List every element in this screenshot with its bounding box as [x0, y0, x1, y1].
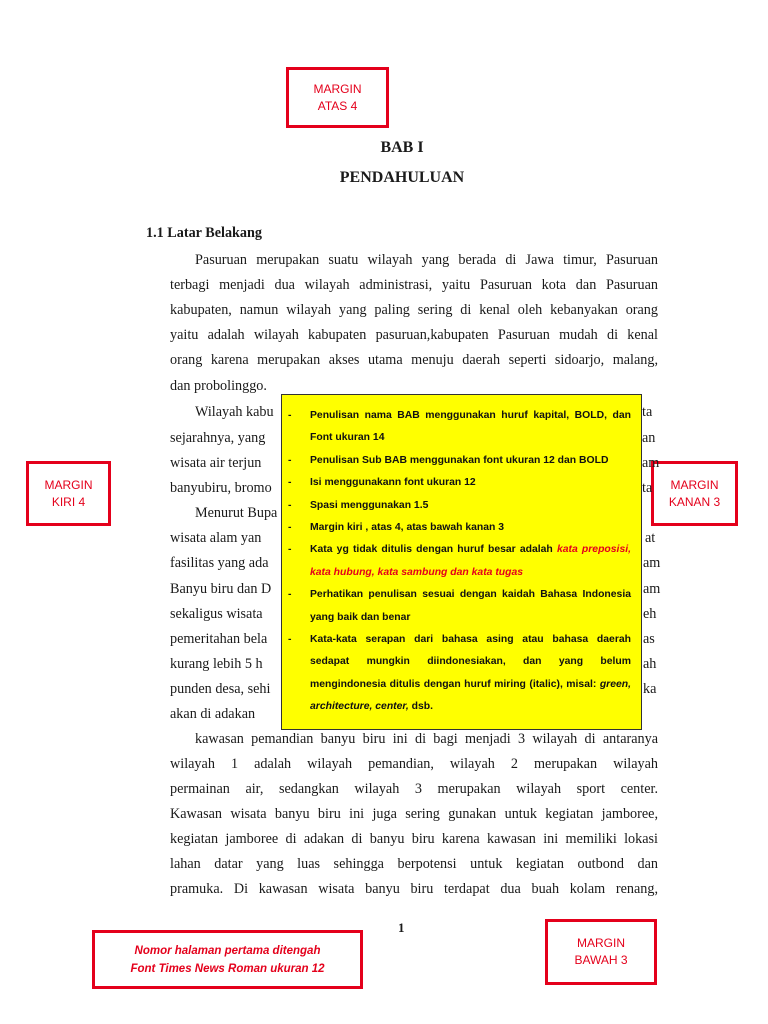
note-item: - Perhatikan penulisan sesuai dengan kaidah Bahasa Indonesia yang baik dan benar [286, 584, 631, 629]
note-item: - Spasi menggunakan 1.5 [286, 495, 631, 517]
page-number-note-line1: Nomor halaman pertama ditengah [134, 944, 321, 957]
body-line: punden desa, sehi [170, 681, 271, 697]
body-line: pemeritahan bela [170, 631, 268, 647]
section-heading: 1.1 Latar Belakang [146, 225, 263, 241]
fragment-right: am [642, 455, 660, 471]
body-line: banyubiru, bromo [170, 480, 272, 496]
fragment-right: eh [643, 606, 657, 622]
body-line: akan di adakan [170, 706, 256, 722]
chapter-label: BAB I [380, 139, 424, 156]
margin-left-line1: MARGIN [44, 477, 93, 492]
fragment-right: ka [643, 681, 657, 697]
fragment-right: am [643, 555, 661, 571]
page-number-note-line2: Font Times News Roman ukuran 12 [130, 962, 325, 975]
fragment-right: as [643, 631, 655, 647]
margin-top-note [286, 67, 389, 128]
margin-bottom-line1: MARGIN [577, 936, 625, 950]
note-item-serapan [286, 629, 631, 719]
body-line: fasilitas yang ada [170, 555, 269, 571]
fragment-right: ta [642, 480, 653, 496]
margin-right-line2: KANAN 3 [668, 494, 721, 509]
body-line: lahan datar yang luas sehingga berpotensi untuk kegiatan outbond dan [170, 856, 658, 872]
margin-top-line2: ATAS 4 [317, 98, 358, 113]
body-line: wilayah 1 adalah wilayah pemandian, wilayah 2 merupakan wilayah [170, 756, 658, 772]
body-line: kabupaten, namun wilayah yang paling sering di kenal oleh kebanyakan orang [170, 302, 658, 318]
body-line: permainan air, sedangkan wilayah 3 merupakan wilayah sport center. [170, 781, 658, 797]
note-item-kata [286, 539, 631, 584]
body-line: Menurut Bupa [195, 505, 278, 521]
note-item: - Penulisan Sub BAB menggunakan font ukuran 12 dan BOLD [286, 450, 631, 472]
fragment-right: ah [643, 656, 657, 672]
note-serapan-examples: green, architecture, center, [310, 678, 631, 713]
note-serapan-suffix: dsb. [411, 701, 434, 713]
body-line: wisata air terjun [170, 455, 262, 471]
page-number: 1 [398, 920, 405, 935]
body-line: dan probolinggo. [170, 378, 267, 394]
margin-left-line2: KIRI 4 [51, 494, 86, 509]
formatting-notes-box [281, 394, 642, 730]
body-line: sejarahnya, yang [170, 430, 266, 446]
body-line: kurang lebih 5 h [170, 656, 263, 672]
body-line: Banyu biru dan D [170, 581, 272, 597]
body-line: Pasuruan merupakan suatu wilayah yang berada di Jawa timur, Pasuruan [195, 252, 658, 268]
body-line: kawasan pemandian banyu biru ini di bagi menjadi 3 wilayah di antaranya [195, 731, 658, 747]
margin-left-note [26, 461, 111, 526]
body-line: kegiatan jamboree di adakan di banyu biru karena kawasan ini memiliki lokasi [170, 831, 658, 847]
body-line: Kawasan wisata banyu biru ini juga sering gunakan untuk kegiatan jamboree, [170, 806, 658, 822]
fragment-right: at [645, 530, 656, 546]
body-line: orang karena merupakan akses utama menuju daerah seperti sidoarjo, malang, [170, 352, 658, 368]
body-line: pramuka. Di kawasan wisata banyu biru terdapat dua buah kolam renang, [170, 881, 658, 897]
chapter-title: PENDAHULUAN [339, 169, 465, 186]
body-line: Wilayah kabu [195, 404, 274, 420]
note-kata-prefix: Kata yg tidak ditulis dengan huruf besar adalah [310, 544, 553, 556]
fragment-right: ta [642, 404, 653, 420]
margin-right-line1: MARGIN [670, 477, 719, 492]
fragment-right: am [643, 581, 661, 597]
page-number-note [92, 930, 363, 989]
fragment-right: an [642, 430, 656, 446]
note-item: - Margin kiri , atas 4, atas bawah kanan 3 [286, 517, 631, 539]
body-line: wisata alam yan [170, 530, 262, 546]
body-line: sekaligus wisata [170, 606, 263, 622]
note-item: - Penulisan nama BAB menggunakan huruf kapital, BOLD, dan Font ukuran 14 [286, 405, 631, 450]
body-line: terbagi menjadi dua wilayah administrasi, yaitu Pasuruan kota dan Pasuruan [170, 277, 658, 293]
note-kata-red: kata preposisi, kata hubung, kata sambung dan kata tugas [310, 544, 631, 578]
margin-top-line1: MARGIN [313, 81, 362, 96]
margin-bottom-note [545, 919, 657, 985]
note-serapan-prefix: Kata-kata serapan dari bahasa asing atau bahasa daerah sedapat mungkin diindonesiakan, dan yang belum mengindonesia ditulis dengan huruf miring (italic), misal: [310, 634, 631, 690]
note-item: - Isi menggunakann font ukuran 12 [286, 472, 631, 494]
body-line: yaitu adalah wilayah kabupaten pasuruan,kabupaten Pasuruan mudah di kenal [170, 327, 658, 343]
margin-bottom-line2: BAWAH 3 [574, 953, 628, 967]
